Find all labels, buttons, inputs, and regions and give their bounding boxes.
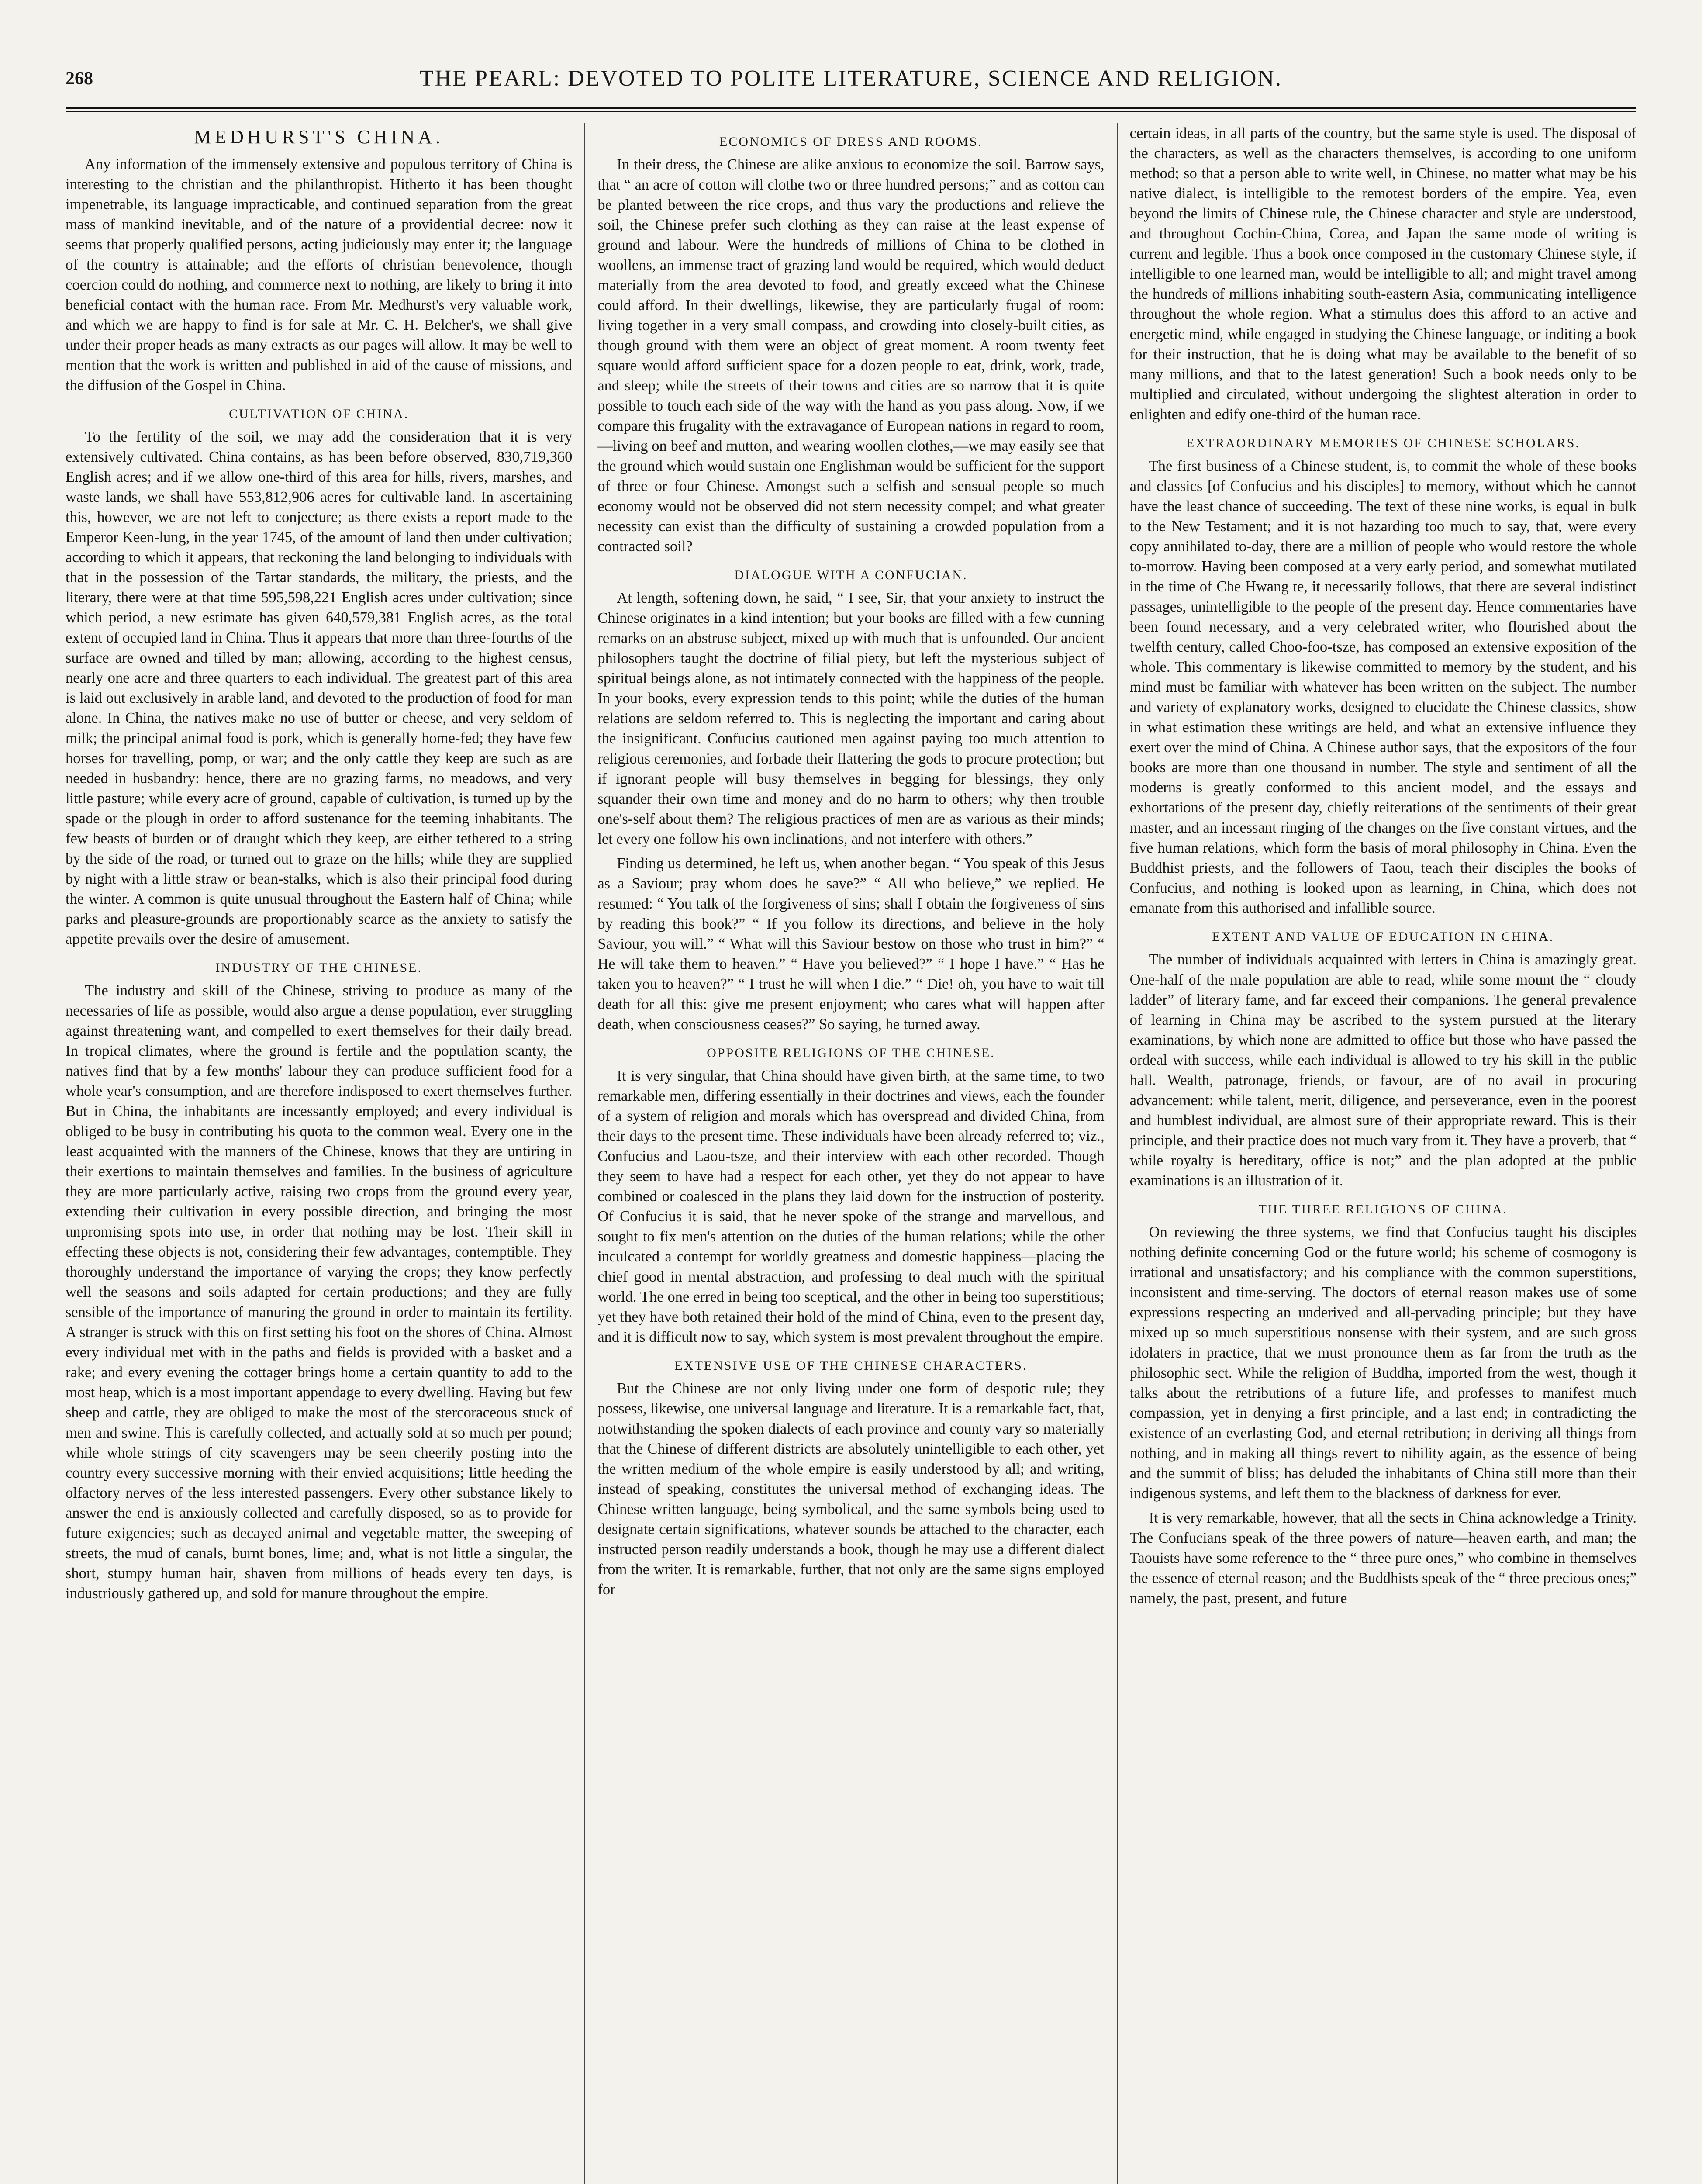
paragraph: The first business of a Chinese student, is, to commit the whole of these books and classics [of Confucius and his disciples] to memory, without which he cannot have the least chance of succeeding. The text of these nine works, is equal in bulk to the New Testament; and it is not hazarding too much to say, that, were every copy annihilated to-day, there are a million of people who would restore the whole to-morrow. Having been composed at a very early period, and somewhat mutilated in the time of Che Hwang te, it necessarily follows, that there are several indistinct passages, unintelligible to the people of the present day. Hence commentaries have been found necessary, and a very celebrated writer, who flourished about the twelfth century, called Choo-foo-tsze, has composed an extensive exposition of the whole. This commentary is likewise committed to memory by the student, and his mind must be familiar with whatever has been written on the subject. The number and variety of explanatory works, designed to elucidate the Chinese classics, show in what estimation these writings are held, and what an extensive influence they exert over the mind of China. A Chinese author says, that the expositors of the four books are more than one thousand in number. The style and sentiment of all the moderns is greatly conformed to this ancient model, and the essays and exhortations of the present day, chiefly reiterations of the sentiments of their great master, and an incessant ringing of the changes on the five constant virtues, and the five human relations, which form the basis of moral philosophy in China. Even the Buddhist priests, and the followers of Taou, teach their disciples the books of Confucius, and nothing is looked upon as learning, in China, which does not emanate from this authorised and infallible source.: [1129, 458, 1636, 916]
section-heading: DIALOGUE WITH A CONFUCIAN.: [734, 568, 968, 582]
section-heading: ECONOMICS OF DRESS AND ROOMS.: [719, 135, 983, 149]
paragraph: In their dress, the Chinese are alike anxious to economize the soil. Barrow says, that “ an acre of cotton will clothe two or three hundred persons;” and as cotton can be planted between the rice crops, and thus vary the productions and relieve the soil, the Chinese prefer such clothing as they can raise at the least expense of ground and labour. Were the hundreds of millions of China to be clothed in woollens, an immense tract of grazing land would be required, which would deduct materially from the area devoted to food, and greatly exceed what the Chinese could afford. In their dwellings, likewise, they are particularly frugal of room: living together in a very small compass, and crowding into closely-built cities, as though ground with them were an object of great moment. A room twenty feet square would afford sufficient space for a dozen people to eat, drink, work, trade, and sleep; while the streets of their towns and cities are so narrow that it is quite possible to touch each side of the way with the hand as you pass along. Now, if we compare this frugality with the extravagance of European nations in regard to room,—living on beef and mutton, and wearing woollen clothes,—we may easily see that the ground which would sustain one Englishman would be sufficient for the support of three or four Chinese. Amongst such a selfish and sensual people so much economy would not be observed did not stern necessity compel; and what greater necessity can exist than the difficulty of sustaining a crowded population from a contracted soil?: [597, 156, 1105, 555]
column-3: [1117, 123, 1636, 2184]
article-title: MEDHURST'S CHINA.: [194, 126, 444, 148]
section-heading: THE THREE RELIGIONS OF CHINA.: [1258, 1202, 1508, 1216]
section-heading: OPPOSITE RELIGIONS OF THE CHINESE.: [707, 1046, 995, 1060]
paragraph: It is very singular, that China should have given birth, at the same time, to two remarkable men, differing essentially in their doctrines and views, each the founder of a system of religion and morals which has overspread and divided China, from their days to the present time. These individuals have been already referred to; viz., Confucius and Laou-tsze, and their interview with each other recorded. Though they seem to have had a respect for each other, yet they do not appear to have combined or coalesced in the plans they laid down for the instruction of posterity. Of Confucius it is said, that he never spoke of the strange and marvellous, and sought to fix men's attention on the duties of the human relations; while the other inculcated a contempt for worldly greatness and domestic happiness—placing the chief good in mental abstraction, and professing to deal much with the spiritual world. The one erred in being too sceptical, and the other in being too superstitious; yet they have both retained their hold of the mind of China, even to the present day, and it is difficult now to say, which system is most prevalent throughout the empire.: [597, 1068, 1105, 1345]
paragraph: certain ideas, in all parts of the country, but the same style is used. The disposal of the characters, as well as the characters themselves, is according to one uniform method; so that a person able to write well, in Chinese, no matter what may be his native dialect, is intelligible to the remotest borders of the empire. Yea, even beyond the limits of Chinese rule, the Chinese character and style are understood, and throughout Cochin-China, Corea, and Japan the same mode of writing is current and legible. Thus a book once composed in the customary Chinese style, if intelligible to one learned man, would be intelligible to all; and might travel among the hundreds of millions inhabiting south-eastern Asia, communicating intelligence throughout the whole region. What a stimulus does this afford to an active and energetic mind, while engaged in studying the Chinese language, or inditing a book for their instruction, that he is doing what may be available to the benefit of so many millions, and that to the latest generation! Such a book needs only to be multiplied and circulated, without undergoing the slightest alteration in order to enlighten and edify one-third of the human race.: [1129, 125, 1636, 423]
paragraph: Finding us determined, he left us, when another began. “ You speak of this Jesus as a Saviour; pray whom does he save?” “ All who believe,” we replied. He resumed: “ You talk of the forgiveness of sins; shall I obtain the forgiveness of sins by reading this book?” “ If you follow its directions, and believe in the holy Saviour, you will.” “ What will this Saviour bestow on those who trust in him?” “ He will take them to heaven.” “ Have you believed?” “ I hope I have.” “ Has he taken you to heaven?” “ I trust he will when I die.” “ Die! oh, you have to wait till death for all this: give me present enjoyment; who cares what will happen after death, when consciousness ceases?” So saying, he turned away.: [597, 855, 1105, 1033]
page-header: [66, 61, 1636, 100]
column-1: [66, 123, 584, 2184]
section-heading: INDUSTRY OF THE CHINESE.: [215, 961, 423, 975]
column-2: [584, 123, 1116, 2184]
section-heading: EXTENT AND VALUE OF EDUCATION IN CHINA.: [1212, 930, 1554, 944]
paragraph: To the fertility of the soil, we may add the consideration that it is very extensively cultivated. China contains, as has been before observed, 830,719,360 English acres; and if we allow one-third of this area for hills, rivers, marshes, and waste lands, we shall have 553,812,906 acres for cultivable land. In ascertaining this, however, we are not left to conjecture; as there exists a report made to the Emperor Keen-lung, in the year 1745, of the amount of land then under cultivation; according to which it appears, that reckoning the land belonging to individuals with that in the possession of the Tartar standards, the military, the priests, and the literary, there were at that time 595,598,221 English acres under cultivation; since which period, a new estimate has given 640,579,381 English acres, as the total extent of occupied land in China. Thus it appears that more than three-fourths of the surface are owned and tilled by man; allowing, according to the highest census, nearly one acre and three quarters to each individual. The greatest part of this area is laid out exclusively in arable land, and devoted to the production of food for man alone. In China, the natives make no use of butter or cheese, and very seldom of milk; the principal animal food is pork, which is generally home-fed; they have few horses for travelling, pomp, or war; and the only cattle they keep are such as are needed in husbandry: hence, there are no grazing farms, no meadows, and very little pasture; while every acre of ground, capable of cultivation, is turned up by the spade or the plough in order to afford sustenance for the teeming inhabitants. The few beasts of burden or of draught which they keep, are either tethered to a string by the side of the road, or turned out to graze on the hills; while they are supplied by night with a little straw or bean-stalks, which is also their principal food during the winter. A common is quite unusual throughout the Eastern half of China; while parks and pleasure-grounds are proportionably scarce as the anxiety to satisfy the appetite prevails over the desire of amusement.: [66, 429, 573, 947]
header-rule: [66, 107, 1636, 112]
paragraph: At length, softening down, he said, “ I see, Sir, that your anxiety to instruct the Chinese originates in a kind intention; but your books are filled with a few cunning remarks on an abstruse subject, mixed up with much that is unfounded. Our ancient philosophers taught the doctrine of filial piety, but left the mysterious subject of spiritual beings alone, as not intimately connected with the happiness of the people. In your books, every expression tends to this point; while the duties of the human relations are seldom referred to. This is neglecting the important and caring about the insignificant. Confucius cautioned men against paying too much attention to religious ceremonies, and forbade their flattering the gods to procure protection; but if ignorant people will busy themselves in begging for blessings, they only squander their own time and money and do no harm to others; why then trouble one's-self about them? The religious practices of men are as various as their minds; let every one follow his own inclinations, and not interfere with others.”: [597, 590, 1105, 847]
section-heading: EXTRAORDINARY MEMORIES OF CHINESE SCHOLARS.: [1186, 436, 1580, 450]
paragraph: Any information of the immensely extensive and populous territory of China is interesting to the christian and the philanthropist. Hitherto it has been thought impenetrable, its language impracticable, and continued separation from the great mass of mankind inevitable, and of the nature of a providential decree: now it seems that properly qualified persons, acting judiciously may enter it; the language of the country is attainable; and the efforts of christian benevolence, though coercion could do nothing, and commerce next to nothing, are likely to bring it into beneficial contact with the human race. From Mr. Medhurst's very valuable work, and which we are happy to find is for sale at Mr. C. H. Belcher's, we shall give under their proper heads as many extracts as our pages will allow. It may be well to mention that the work is written and published in aid of the cause of missions, and the diffusion of the Gospel in China.: [66, 156, 573, 394]
paragraph: The number of individuals acquainted with letters in China is amazingly great. One-half of the male population are able to read, while some mount the “ cloudy ladder” of literary fame, and far exceed their companions. The general prevalence of learning in China may be ascribed to the system pursued at the literary examinations, by which none are admitted to office but those who have passed the ordeal with success, while each individual is allowed to try his skill in the public hall. Wealth, patronage, friends, or favour, are of no avail in procuring advancement: while talent, merit, diligence, and perseverance, even in the poorest and humblest individual, are almost sure of their appropriate reward. This is their principle, and their practice does not much vary from it. They have a proverb, that “ while royalty is hereditary, office is not;” and the plan adopted at the public examinations is an illustration of it.: [1129, 951, 1636, 1189]
page-number: 268: [66, 69, 93, 89]
text-columns: [66, 123, 1636, 2184]
paragraph: It is very remarkable, however, that all the sects in China acknowledge a Trinity. The Confucians speak of the three powers of nature—heaven earth, and man; the Taouists have some reference to the “ three pure ones,” who combine in themselves the essence of eternal reason; and the Buddhists speak of the “ three precious ones;” namely, the past, present, and future: [1129, 1510, 1636, 1607]
section-heading: EXTENSIVE USE OF THE CHINESE CHARACTERS.: [674, 1358, 1028, 1373]
paragraph: On reviewing the three systems, we find that Confucius taught his disciples nothing definite concerning God or the future world; his scheme of cosmogony is irrational and unsatisfactory; and his compliance with the common superstitions, inconsistent and time-serving. The doctors of eternal reason makes use of some expressions respecting an underived and all-pervading principle; but they have mixed up so much superstitious nonsense with their system, and are such gross idolaters in practice, that we must pronounce them as far from the truth as the philosophic sect. While the religion of Buddha, imported from the west, though it talks about the retributions of a future life, and professes to manifest much compassion, yet in denying a first principle, and a last end; in contradicting the existence of an everlasting God, and eternal retribution; in deriving all things from nothing, and in making all things revert to nihility again, as the essence of being and the summit of bliss; has deluded the inhabitants of China still more than their indigenous systems, and left them to the blackness of darkness for ever.: [1129, 1224, 1636, 1502]
section-heading: CULTIVATION OF CHINA.: [229, 407, 409, 421]
paragraph: But the Chinese are not only living under one form of despotic rule; they possess, likewise, one universal language and literature. It is a remarkable fact, that, notwithstanding the spoken dialects of each province and county vary so materially that the Chinese of different districts are absolutely unintelligible to each other, yet the written medium of the whole empire is easily understood by all; and writing, instead of speaking, constitutes the universal method of exchanging ideas. The Chinese written language, being symbolical, and the same symbols being used to designate certain significations, whatever sounds be attached to the character, each instructed person readily understands a book, though he may use a different dialect from the writer. It is remarkable, further, that not only are the same signs employed for: [597, 1380, 1105, 1598]
running-title: THE PEARL: DEVOTED TO POLITE LITERATURE, SCIENCE AND RELIGION.: [419, 66, 1283, 91]
paragraph: The industry and skill of the Chinese, striving to produce as many of the necessaries of life as possible, would also argue a dense population, ever struggling against threatening want, and compelled to exert themselves for their daily bread. In tropical climates, where the ground is fertile and the population scanty, the natives find that by a few months' labour they can produce sufficient food for a whole year's consumption, and are therefore indisposed to exert themselves further. But in China, the inhabitants are incessantly employed; and every individual is obliged to be busy in contributing his quota to the common weal. Every one in the least acquainted with the manners of the Chinese, knows that they are untiring in their exertions to maintain themselves and families. In the business of agriculture they are more particularly active, raising two crops from the ground every year, extending their cultivation in every possible direction, and bringing the most unpromising spots into use, in order that nothing may be lost. Their skill in effecting these objects is not, considering their few advantages, contemptible. They thoroughly understand the importance of varying the crops; they know perfectly well the seasons and soils adapted for certain productions; and they are fully sensible of the importance of manuring the ground in order to maintain its fertility. A stranger is struck with this on first setting his foot on the shores of China. Almost every individual met with in the paths and fields is provided with a basket and a rake; and every evening the cottager brings home a certain quantity to add to the most heap, which is a most important appendage to every dwelling. Having but few sheep and cattle, they are obliged to make the most of the stercoraceous stuck of men and swine. This is carefully collected, and actually sold at so much per pound; while whole strings of city scavengers may be seen cheerily posting into the country every successive morning with their envied acquisitions; little heeding the olfactory nerves of the less interested passengers. Every other substance likely to answer the end is anxiously collected and carefully disposed, so as to provide for future exigencies; such as decayed animal and vegetable matter, the sweeping of streets, the mud of canals, burnt bones, lime; and, what is not little a singular, the short, stumpy human hair, shaven from millions of heads every ten days, is industriously gathered up, and sold for manure throughout the empire.: [66, 982, 573, 1602]
